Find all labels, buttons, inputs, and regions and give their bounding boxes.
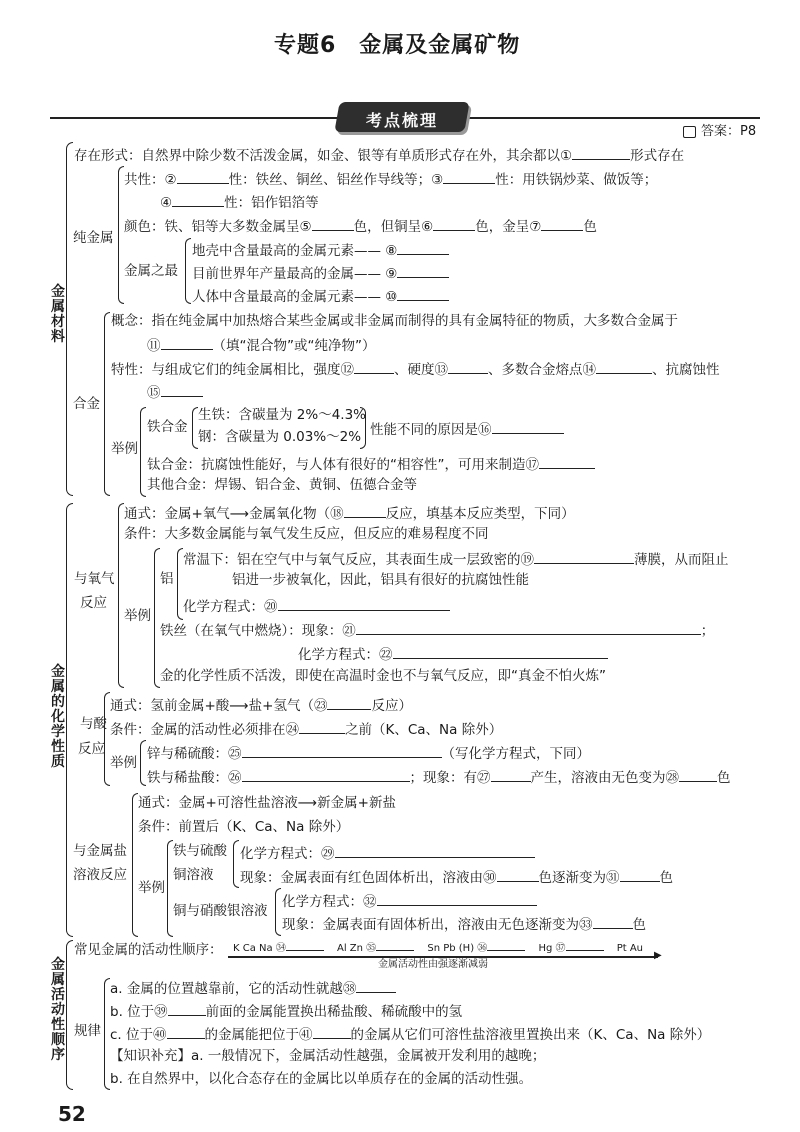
most-label: 金属之最	[124, 263, 178, 279]
salt-example-label: 举例	[138, 880, 165, 896]
blank-41	[313, 1026, 351, 1039]
salt-general-line: 通式：金属+可溶性盐溶液⟶新金属+新盐	[138, 795, 396, 811]
blank-34	[286, 942, 324, 951]
acid-cond-text: 条件：金属的活动性必须排在㉔	[110, 722, 299, 738]
brace-fe-cuso4	[233, 840, 239, 888]
blank-7	[541, 218, 583, 231]
most-3	[192, 288, 449, 305]
rule-c	[110, 1026, 710, 1043]
acid-ex-1-text: 锌与稀硫酸：㉕	[147, 746, 242, 762]
fe-cuso4-obs	[240, 869, 673, 886]
brace-most	[185, 238, 191, 304]
al-line-1	[183, 551, 729, 568]
al-label: 铝	[160, 571, 174, 587]
pig-iron: 生铁：含碳量为 2%～4.3%	[198, 407, 367, 423]
blank-23	[327, 697, 371, 710]
cu-agno3-eq-text: 化学方程式：㉜	[282, 894, 377, 910]
blank-6	[433, 218, 475, 231]
al-1-text: 常温下：铝在空气中与氧气反应，其表面生成一层致密的⑲	[183, 552, 534, 568]
common-label: 共性：	[124, 172, 165, 188]
oxygen-label-2: 反应	[80, 595, 107, 611]
blank-26	[242, 769, 410, 782]
seq-5: Pt Au	[616, 943, 644, 954]
page-title: 专题6 金属及金属矿物	[274, 33, 521, 58]
seq-3: Sn Pb (H) ㊱	[427, 943, 488, 954]
seq-1: K Ca Na ㉞	[233, 943, 286, 954]
ti-text: 钛合金：抗腐蚀性能好，与人体有很好的“相容性”，可用来制造⑰	[147, 457, 539, 473]
acid-cond-line	[110, 721, 502, 738]
fe-1-tail: ；	[700, 623, 715, 639]
seq-4: Hg ㊲	[538, 943, 566, 954]
blank-10	[397, 288, 449, 301]
acid-general-text: 通式：氢前金属+酸⟶盐+氢气（㉓	[110, 698, 328, 714]
pure-metal-label: 纯金属	[73, 230, 114, 246]
category-materials: 金属材料	[51, 284, 65, 345]
acid-label-1: 与酸	[80, 716, 107, 732]
feature-tail: 、抗腐蚀性	[652, 362, 720, 378]
ti-line	[147, 456, 595, 473]
fe-cuso4-obs-mid: 色逐渐变为㉛	[538, 870, 620, 886]
blank-3	[443, 171, 495, 184]
supplement-2: b. 在自然界中，以化合态存在的金属比以单质存在的金属的活动性强。	[110, 1071, 533, 1087]
answer-ref	[683, 125, 756, 138]
acid-general-line	[110, 697, 412, 714]
salt-label-2: 溶液反应	[73, 867, 127, 883]
most-2	[192, 265, 449, 282]
al-3-text: 化学方程式：⑳	[183, 599, 278, 615]
cu-agno3-obs-tail: 色	[632, 917, 646, 933]
other-alloy-line: 其他合金：焊锡、铝合金、黄铜、伍德合金等	[147, 477, 417, 493]
blank-18	[344, 505, 386, 518]
iron-alloy-label: 铁合金	[147, 419, 188, 435]
rule-c-mid: 的金属能把位于㊶	[204, 1027, 313, 1043]
oxygen-label-1: 与氧气	[74, 571, 115, 587]
blank-12	[354, 361, 394, 374]
color-line	[124, 218, 597, 235]
rule-c-text: c. 位于㊵	[110, 1027, 167, 1043]
category-activity: 金属活动性顺序	[51, 957, 65, 1063]
brace-activity	[66, 940, 73, 1090]
al-1-tail: 薄膜，从而阻止	[634, 552, 729, 568]
acid-ex-1-tail: （写化学方程式，下同）	[441, 746, 590, 762]
rule-a-text: a. 金属的位置越靠前，它的活动性就越㊳	[110, 981, 357, 997]
acid-ex-1	[147, 745, 590, 762]
common1: ②	[164, 172, 177, 188]
cu-agno3-obs-text: 现象：金属表面有固体析出，溶液由无色逐渐变为㉝	[282, 917, 593, 933]
cu-agno3-eq	[282, 893, 537, 910]
color-mid: 色，但铜呈⑥	[353, 219, 434, 235]
acid-ex-2-mid: ；现象：有㉗	[409, 770, 491, 786]
activity-arrow	[228, 956, 658, 958]
color-tail: 色	[583, 219, 597, 235]
blank-21	[356, 622, 701, 635]
color-mid2: 色，金呈⑦	[475, 219, 542, 235]
most-3-text: 人体中含量最高的金属元素—— ⑩	[192, 289, 398, 305]
blank-38	[356, 980, 396, 993]
blank-25	[242, 745, 442, 758]
blank-27	[491, 769, 531, 782]
answer-ref-text: 答案：P8	[701, 124, 757, 139]
common3: ④	[160, 195, 173, 211]
oxy-cond-line: 条件：大多数金属能与氧气发生反应，但反应的难易程度不同	[124, 526, 489, 542]
fe-line-2	[298, 646, 608, 663]
diff-line	[370, 421, 564, 438]
brace-chemical	[66, 503, 73, 937]
rbrace-iron-alloy	[360, 407, 366, 449]
rule-b	[110, 1003, 462, 1020]
fe-2-text: 化学方程式：㉒	[298, 647, 393, 663]
feature-mid2: 、多数合金熔点⑭	[488, 362, 596, 378]
cu-agno3-label: 铜与硝酸银溶液	[173, 903, 268, 919]
alloy-example-label: 举例	[111, 441, 138, 457]
oxy-example-label: 举例	[124, 608, 151, 624]
concept-line: 概念：指在纯金属中加热熔合某些金属或非金属而制得的具有金属特征的物质，大多数合金属于	[111, 313, 678, 329]
concept2-text: ⑪	[147, 338, 161, 354]
salt-cond-line: 条件：前置后（K、Ca、Na 除外）	[138, 819, 350, 835]
blank-30	[497, 869, 539, 882]
brace-alloy	[104, 312, 110, 496]
rule-c-tail: 的金属从它们可溶性盐溶液里置换出来（K、Ca、Na 除外）	[350, 1027, 711, 1043]
acid-label-2: 反应	[78, 741, 105, 757]
exist-line	[74, 147, 684, 164]
blank-33	[593, 916, 633, 929]
blank-24	[299, 721, 345, 734]
fe-cuso4-obs-tail: 色	[659, 870, 673, 886]
blank-11	[161, 337, 213, 350]
feature2-text: ⑮	[147, 385, 161, 401]
blank-28	[679, 769, 717, 782]
blank-22	[393, 646, 608, 659]
book-icon	[683, 126, 696, 138]
page-number: 52	[58, 1102, 86, 1126]
blank-35	[376, 942, 414, 951]
blank-8	[397, 242, 449, 255]
acid-ex-2-tail: 色	[717, 770, 731, 786]
blank-5	[312, 218, 354, 231]
fe-cuso4-label-1: 铁与硫酸	[173, 843, 227, 859]
feature-mid: 、硬度⑬	[394, 362, 448, 378]
blank-1	[572, 147, 630, 160]
feature-line	[111, 361, 720, 378]
acid-example-label: 举例	[110, 755, 137, 771]
blank-14	[596, 361, 652, 374]
concept2-tail: （填“混合物”或“纯净物”）	[212, 338, 376, 354]
blank-20	[278, 598, 450, 611]
blank-17	[539, 456, 595, 469]
acid-ex-2-mid2: 产生，溶液由无色变为㉘	[530, 770, 679, 786]
al-line-2: 铝进一步被氧化，因此，铝具有很好的抗腐蚀性能	[232, 572, 529, 588]
fe-cuso4-eq-text: 化学方程式：㉙	[240, 846, 335, 862]
blank-36	[487, 942, 525, 951]
common-line	[124, 171, 657, 188]
brace-cu-agno3	[275, 888, 281, 936]
exist-tail: 形式存在	[630, 148, 685, 164]
al-line-3	[183, 598, 450, 615]
supplement-1: 【知识补充】a. 一般情况下，金属活动性越强，金属被开发利用的越晚；	[110, 1048, 546, 1064]
rule-a	[110, 980, 396, 997]
blank-19	[534, 551, 634, 564]
fe-cuso4-eq	[240, 845, 535, 862]
acid-general-tail: 反应）	[371, 698, 412, 714]
fe-1-text: 铁丝（在氧气中燃烧）：现象：㉑	[160, 623, 356, 639]
most-1-text: 地壳中含量最高的金属元素—— ⑧	[192, 243, 398, 259]
common2-tail: 性：用铁锅炒菜、做饭等；	[495, 172, 658, 188]
rule-b-tail: 前面的金属能置换出稀盐酸、稀硫酸中的氢	[205, 1004, 463, 1020]
oxy-general-text: 通式：金属+氧气⟶金属氧化物（⑱	[124, 506, 344, 522]
brace-alloy-example	[140, 407, 146, 497]
order-label: 常见金属的活动性顺序：	[74, 942, 223, 958]
brace-salt	[132, 793, 138, 937]
brace-acid-example	[140, 740, 146, 786]
most-1	[192, 242, 449, 259]
feature-text: 特性：与组成它们的纯金属相比，强度⑫	[111, 362, 354, 378]
steel: 钢：含碳量为 0.03%～2%	[198, 429, 362, 445]
concept2-line	[147, 337, 375, 354]
most-2-text: 目前世界年产量最高的金属—— ⑨	[192, 266, 398, 282]
blank-37	[566, 942, 604, 951]
exist-text: 存在形式：自然界中除少数不活泼金属，如金、银等有单质形式存在外，其余都以①	[74, 148, 573, 164]
arrow-caption: 金属活动性由强逐渐减弱	[378, 959, 488, 970]
fe-line-1	[160, 622, 714, 639]
blank-31	[620, 869, 660, 882]
blank-4	[172, 194, 224, 207]
color-text: 颜色：铁、铝等大多数金属呈⑤	[124, 219, 312, 235]
salt-label-1: 与金属盐	[73, 843, 127, 859]
rule-label: 规律	[74, 1023, 101, 1039]
blank-29	[335, 845, 535, 858]
category-chemical: 金属的化学性质	[51, 664, 65, 770]
oxy-general-line	[124, 505, 575, 522]
fe-cuso4-label-2: 铜溶液	[173, 867, 214, 883]
blank-13	[448, 361, 488, 374]
section-badge: 考点梳理	[365, 111, 438, 130]
acid-cond-tail: 之前（K、Ca、Na 除外）	[345, 722, 503, 738]
acid-ex-2	[147, 769, 731, 786]
feature2-line	[147, 384, 203, 401]
blank-16	[492, 421, 564, 434]
rule-b-text: b. 位于㊴	[110, 1004, 168, 1020]
fe-cuso4-obs-text: 现象：金属表面有红色固体析出，溶液由㉚	[240, 870, 497, 886]
activity-seq	[233, 942, 643, 954]
blank-2	[177, 171, 229, 184]
common3-tail: 性：铝作铝箔等	[224, 195, 319, 211]
blank-39	[168, 1003, 206, 1016]
alloy-label: 合金	[73, 396, 100, 412]
blank-40	[167, 1026, 205, 1039]
blank-9	[397, 265, 449, 278]
common1-tail: 性：铁丝、铜丝、铝丝作导线等；③	[228, 172, 444, 188]
diff-text: 性能不同的原因是⑯	[370, 422, 492, 438]
oxy-general-tail: 反应，填基本反应类型，下同）	[385, 506, 575, 522]
brace-oxy-example	[154, 548, 160, 688]
common3-line	[160, 194, 319, 211]
seq-2: Al Zn ㉟	[337, 943, 377, 954]
au-line: 金的化学性质不活泼，即使在高温时金也不与氧气反应，即“真金不怕火炼”	[160, 668, 606, 684]
arrow-head-icon: ▶	[654, 950, 662, 961]
acid-ex-2-text: 铁与稀盐酸：㉖	[147, 770, 242, 786]
brace-materials	[66, 142, 73, 496]
blank-32	[377, 893, 537, 906]
blank-15	[161, 384, 203, 397]
cu-agno3-obs	[282, 916, 646, 933]
